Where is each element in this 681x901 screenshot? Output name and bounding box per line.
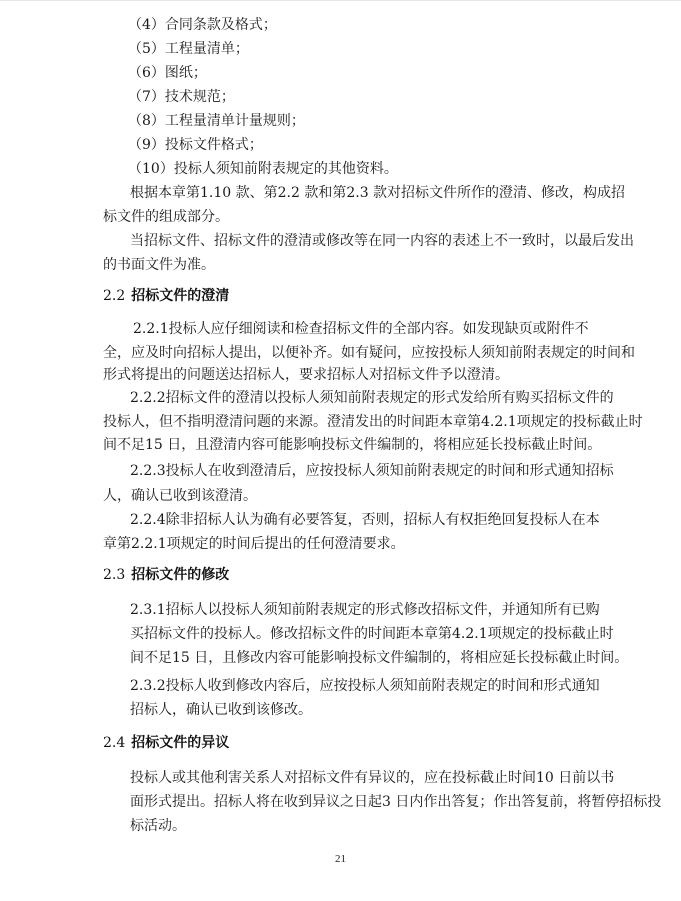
list-item: （8）工程量清单计量规则； bbox=[128, 113, 305, 129]
page-top-rule bbox=[0, 0, 681, 1]
paragraph-line: 投标人或其他利害关系人对招标文件有异议的，应在投标截止时间10 日前以书 bbox=[130, 770, 615, 786]
paragraph-line: 面形式提出。招标人将在收到异议之日起3 日内作出答复；作出答复前，将暂停招标投 bbox=[130, 794, 662, 810]
paragraph-line: 买招标文件的投标人。修改招标文件的时间距本章第4.2.1项规定的投标截止时 bbox=[130, 626, 614, 642]
section-title: 招标文件的澄清 bbox=[131, 288, 230, 304]
paragraph-line: 的书面文件为准。 bbox=[103, 257, 215, 273]
list-item: （7）技术规范； bbox=[128, 89, 235, 105]
paragraph-line: 2.2.3投标人在收到澄清后，应按投标人须知前附表规定的时间和形式通知招标 bbox=[130, 463, 614, 479]
paragraph-line: 间不足15 日，且澄清内容可能影响投标文件编制的，将相应延长投标截止时间。 bbox=[103, 437, 602, 453]
list-item: （9）投标文件格式； bbox=[128, 137, 263, 153]
paragraph-line: 当招标文件、招标文件的澄清或修改等在同一内容的表述上不一致时，以最后发出 bbox=[130, 233, 634, 249]
section-title: 招标文件的修改 bbox=[131, 567, 230, 583]
paragraph-line: 全，应及时向招标人提出，以便补齐。如有疑问，应按投标人须知前附表规定的时间和 bbox=[103, 345, 635, 361]
section-heading-2-3 bbox=[103, 566, 229, 584]
section-number: 2.4 bbox=[103, 735, 126, 751]
paragraph-line: 招标人，确认已收到该修改。 bbox=[130, 702, 312, 718]
paragraph-line: 形式将提出的问题送达招标人，要求招标人对招标文件予以澄清。 bbox=[103, 367, 509, 383]
section-heading-2-4 bbox=[103, 734, 229, 752]
list-item: （6）图纸； bbox=[128, 65, 207, 81]
paragraph-line: 2.2.2招标文件的澄清以投标人须知前附表规定的形式发给所有购买招标文件的 bbox=[130, 390, 614, 406]
paragraph-line: 人，确认已收到该澄清。 bbox=[103, 488, 257, 504]
list-item: （4）合同条款及格式； bbox=[128, 17, 277, 33]
list-item: （5）工程量清单； bbox=[128, 41, 249, 57]
paragraph-line: 间不足15 日，且修改内容可能影响投标文件编制的，将相应延长投标截止时间。 bbox=[130, 650, 629, 666]
paragraph-line: 标文件的组成部分。 bbox=[103, 209, 229, 225]
list-item: （10）投标人须知前附表规定的其他资料。 bbox=[128, 161, 398, 177]
paragraph-line: 章第2.2.1项规定的时间后提出的任何澄清要求。 bbox=[103, 536, 405, 552]
paragraph-line: 2.3.1招标人以投标人须知前附表规定的形式修改招标文件，并通知所有已购 bbox=[130, 602, 600, 618]
section-number: 2.2 bbox=[103, 288, 126, 304]
paragraph-line: 根据本章第1.10 款、第2.2 款和第2.3 款对招标文件所作的澄清、修改，构成招 bbox=[130, 185, 626, 201]
section-title: 招标文件的异议 bbox=[131, 735, 230, 751]
section-heading-2-2 bbox=[103, 287, 229, 305]
paragraph-line: 投标人，但不指明澄清问题的来源。澄清发出的时间距本章第4.2.1项规定的投标截止时 bbox=[103, 414, 643, 430]
section-number: 2.3 bbox=[103, 567, 126, 583]
paragraph-line: 2.3.2投标人收到修改内容后，应按投标人须知前附表规定的时间和形式通知 bbox=[130, 678, 600, 694]
paragraph-line: 2.2.4除非招标人认为确有必要答复，否则，招标人有权拒绝回复投标人在本 bbox=[130, 512, 600, 528]
paragraph-line: 标活动。 bbox=[130, 818, 186, 834]
paragraph-line: 2.2.1投标人应仔细阅读和检查招标文件的全部内容。如发现缺页或附件不 bbox=[133, 321, 589, 337]
page-number: 21 bbox=[335, 853, 346, 865]
